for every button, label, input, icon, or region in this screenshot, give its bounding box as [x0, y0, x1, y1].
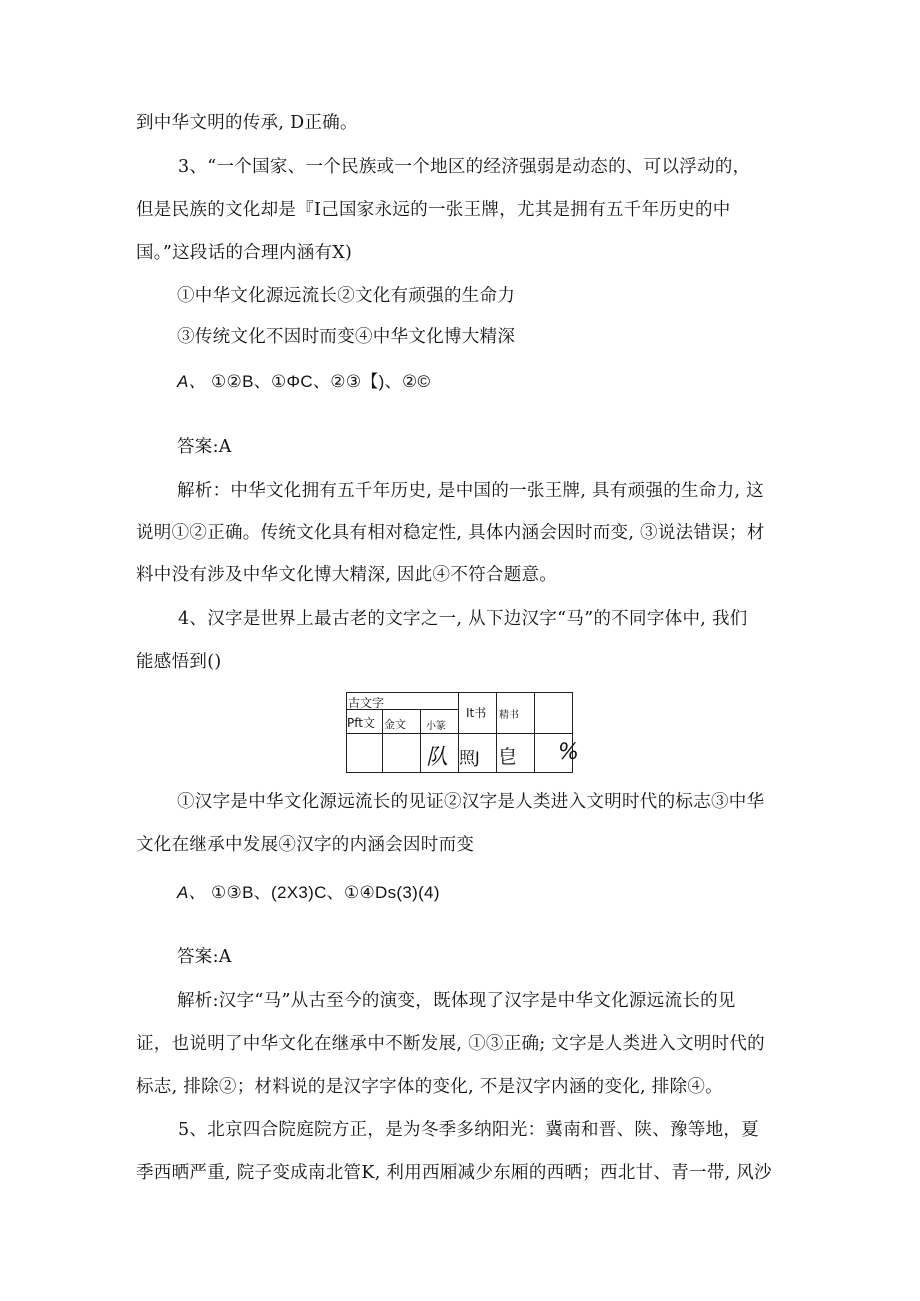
answer-4: 答案:A	[177, 947, 232, 967]
analysis-4-line-2: 证，也说明了中华文化在继承中不断发展, ①③正确; 文字是人类进入文明时代的	[136, 1034, 765, 1054]
text-line-1: 到中华文明的传承, D正确。	[136, 113, 358, 133]
table-col-bronze: 金文	[384, 718, 406, 731]
option-a-label: A、	[177, 372, 206, 391]
answer-3: 答案:A	[177, 437, 232, 457]
options-rest: B、(2X3)C、①④Ds(3)(4)	[242, 883, 440, 902]
analysis-3-line-3: 料中没有涉及中华文化博大精深, 因此④不符合题意。	[136, 565, 558, 585]
analysis-4-line-3: 标志, 排除②；材料说的是汉字字体的变化, 不是汉字内涵的变化, 排除④。	[136, 1077, 723, 1097]
glyph-clerical: 照J	[459, 748, 480, 767]
question-3-line-1: 3、“一个国家、一个民族或一个地区的经济强弱是动态的、可以浮动的，	[178, 157, 751, 177]
table-col-seal: 小篆	[426, 721, 446, 732]
question-4-line-2: 能感悟到()	[136, 652, 222, 672]
question-4-statement-2: 文化在继承中发展④汉字的内涵会因时而变	[136, 835, 475, 855]
horse-character-table	[346, 692, 579, 773]
option-a-value: ①②	[210, 372, 243, 391]
table-col-clerical: It书	[466, 706, 487, 720]
question-4-options	[177, 881, 440, 905]
analysis-3-line-1: 解析：中华文化拥有五千年历史, 是中国的一张王牌, 具有顽强的生命力, 这	[177, 481, 764, 501]
option-a-label: A、	[177, 883, 206, 902]
analysis-3-line-2: 说明①②正确。传统文化具有相对稳定性, 具体内涵会因时而变, ③说法错误；材	[136, 523, 765, 543]
table-header-ancient: 古文字	[348, 696, 385, 710]
question-4-line-1: 4、汉字是世界上最古老的文字之一, 从下边汉字“马”的不同字体中, 我们	[178, 609, 748, 629]
question-5-line-2: 季西晒严重, 院子变成南北管K, 利用西厢减少东厢的西晒；西北甘、青一带, 风沙	[136, 1163, 772, 1183]
glyph-seal: 队	[426, 745, 449, 770]
glyph-regular: 皀	[498, 746, 518, 768]
question-3-line-2: 但是民族的文化却是『I己国家永远的一张王牌，尤其是拥有五千年历史的中	[136, 200, 731, 220]
question-3-statement-1: ①中华文化源远流长②文化有顽强的生命力	[177, 286, 516, 306]
question-5-line-1: 5、北京四合院庭院方正，是为冬季多纳阳光：冀南和晋、陕、豫等地，夏	[178, 1120, 760, 1140]
question-3-options	[177, 370, 430, 394]
analysis-4-line-1: 解析:汉字“马”从古至今的演变，既体现了汉字是中华文化源远流长的见	[177, 991, 736, 1011]
question-3-statement-2: ③传统文化不因时而变④中华文化博大精深	[177, 327, 516, 347]
question-4-statement-1: ①汉字是中华文化源远流长的见证②汉字是人类进入文明时代的标志③中华	[177, 792, 765, 812]
table-col-regular: 精书	[499, 710, 519, 721]
options-rest: B、①ΦC、②③【)、②©	[242, 372, 431, 391]
option-a-value: ①③	[210, 883, 243, 902]
question-3-line-3: 国。”这段话的合理内涵有X)	[136, 243, 353, 263]
glyph-last: %	[558, 740, 579, 765]
table-col-oracle: Pft文	[347, 716, 375, 730]
